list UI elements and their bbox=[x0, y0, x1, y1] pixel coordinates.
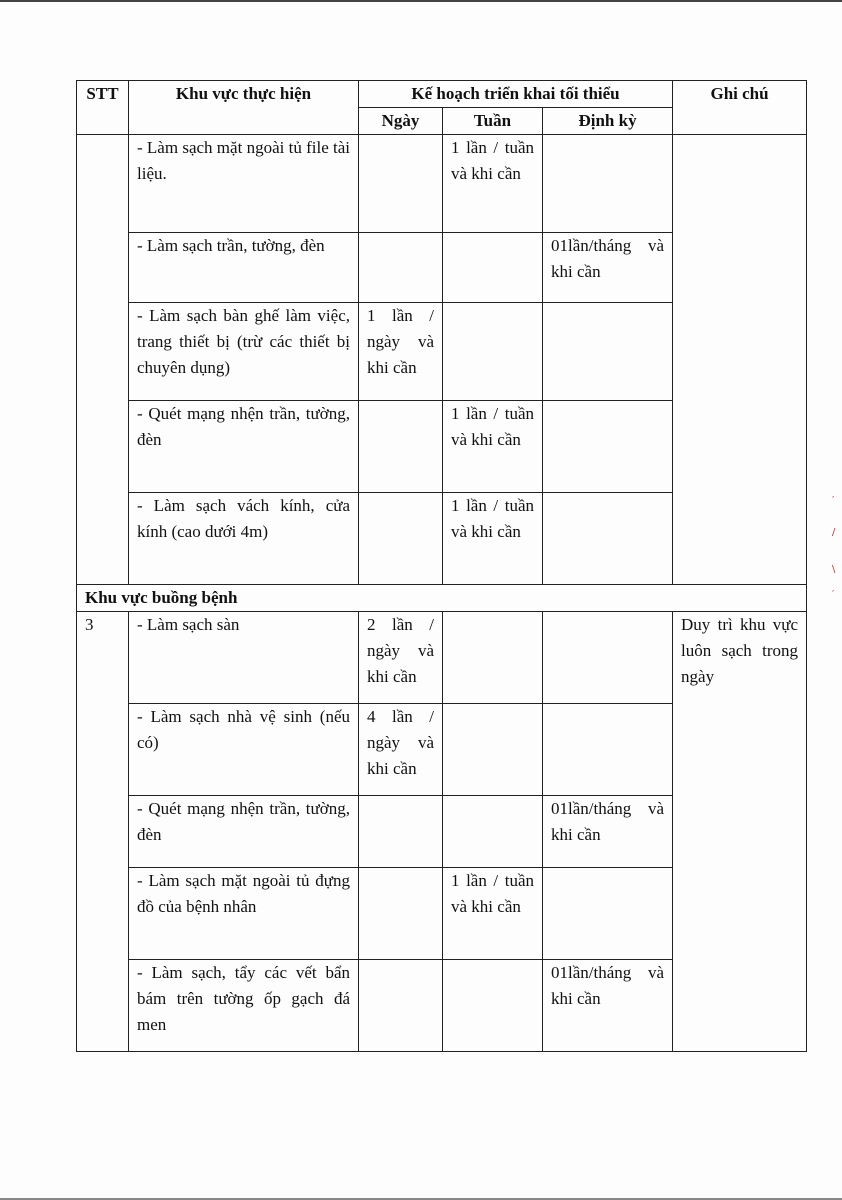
task-cell: - Làm sạch nhà vệ sinh (nếu có) bbox=[129, 704, 359, 796]
header-periodic: Định kỳ bbox=[543, 108, 673, 135]
margin-ink-mark: ′ bbox=[832, 589, 835, 600]
note-cell: Duy trì khu vực luôn sạch trong ngày bbox=[673, 612, 807, 1052]
margin-ink-mark: ′ bbox=[832, 495, 835, 506]
task-cell: - Làm sạch vách kính, cửa kính (cao dưới 4m) bbox=[129, 493, 359, 585]
header-stt: STT bbox=[77, 81, 129, 135]
periodic-cell bbox=[543, 868, 673, 960]
periodic-cell bbox=[543, 612, 673, 704]
header-note: Ghi chú bbox=[673, 81, 807, 135]
periodic-cell bbox=[543, 401, 673, 493]
day-cell bbox=[359, 233, 443, 303]
week-cell bbox=[443, 612, 543, 704]
week-cell bbox=[443, 233, 543, 303]
week-cell bbox=[443, 960, 543, 1052]
task-cell: - Làm sạch mặt ngoài tủ file tài liệu. bbox=[129, 135, 359, 233]
week-cell: 1 lần / tuần và khi cần bbox=[443, 868, 543, 960]
periodic-cell bbox=[543, 135, 673, 233]
section-title: Khu vực buồng bệnh bbox=[77, 585, 807, 612]
table-row bbox=[77, 135, 807, 233]
stt-cell: 3 bbox=[77, 612, 129, 1052]
margin-ink-mark: \ bbox=[832, 564, 836, 575]
periodic-cell bbox=[543, 704, 673, 796]
day-cell: 2 lần / ngày và khi cần bbox=[359, 612, 443, 704]
header-day: Ngày bbox=[359, 108, 443, 135]
week-cell: 1 lần / tuần và khi cần bbox=[443, 401, 543, 493]
periodic-cell bbox=[543, 493, 673, 585]
task-cell: - Quét mạng nhện trần, tường, đèn bbox=[129, 796, 359, 868]
cleaning-schedule-table bbox=[76, 80, 807, 1052]
week-cell bbox=[443, 796, 543, 868]
task-cell: - Làm sạch sàn bbox=[129, 612, 359, 704]
top-scan-edge bbox=[0, 0, 842, 2]
day-cell: 1 lần / ngày và khi cần bbox=[359, 303, 443, 401]
periodic-cell bbox=[543, 303, 673, 401]
task-cell: - Làm sạch mặt ngoài tủ đựng đồ của bệnh nhân bbox=[129, 868, 359, 960]
day-cell bbox=[359, 960, 443, 1052]
stt-cell-continued bbox=[77, 135, 129, 585]
periodic-cell: 01lần/tháng và khi cần bbox=[543, 233, 673, 303]
week-cell bbox=[443, 704, 543, 796]
day-cell: 4 lần / ngày và khi cần bbox=[359, 704, 443, 796]
task-cell: - Làm sạch bàn ghế làm việc, trang thiết bị (trừ các thiết bị chuyên dụng) bbox=[129, 303, 359, 401]
day-cell bbox=[359, 401, 443, 493]
table-row bbox=[77, 612, 807, 704]
task-cell: - Quét mạng nhện trần, tường, đèn bbox=[129, 401, 359, 493]
periodic-cell: 01lần/tháng và khi cần bbox=[543, 960, 673, 1052]
header-row-1 bbox=[77, 81, 807, 108]
task-cell: - Làm sạch trần, tường, đèn bbox=[129, 233, 359, 303]
periodic-cell: 01lần/tháng và khi cần bbox=[543, 796, 673, 868]
week-cell bbox=[443, 303, 543, 401]
header-area: Khu vực thực hiện bbox=[129, 81, 359, 135]
day-cell bbox=[359, 493, 443, 585]
margin-ink-mark: / bbox=[832, 527, 836, 538]
section-row bbox=[77, 585, 807, 612]
day-cell bbox=[359, 868, 443, 960]
header-plan: Kế hoạch triển khai tối thiểu bbox=[359, 81, 673, 108]
day-cell bbox=[359, 135, 443, 233]
week-cell: 1 lần / tuần và khi cần bbox=[443, 135, 543, 233]
day-cell bbox=[359, 796, 443, 868]
note-cell-continued bbox=[673, 135, 807, 585]
task-cell: - Làm sạch, tẩy các vết bẩn bám trên tường ốp gạch đá men bbox=[129, 960, 359, 1052]
week-cell: 1 lần / tuần và khi cần bbox=[443, 493, 543, 585]
header-week: Tuần bbox=[443, 108, 543, 135]
